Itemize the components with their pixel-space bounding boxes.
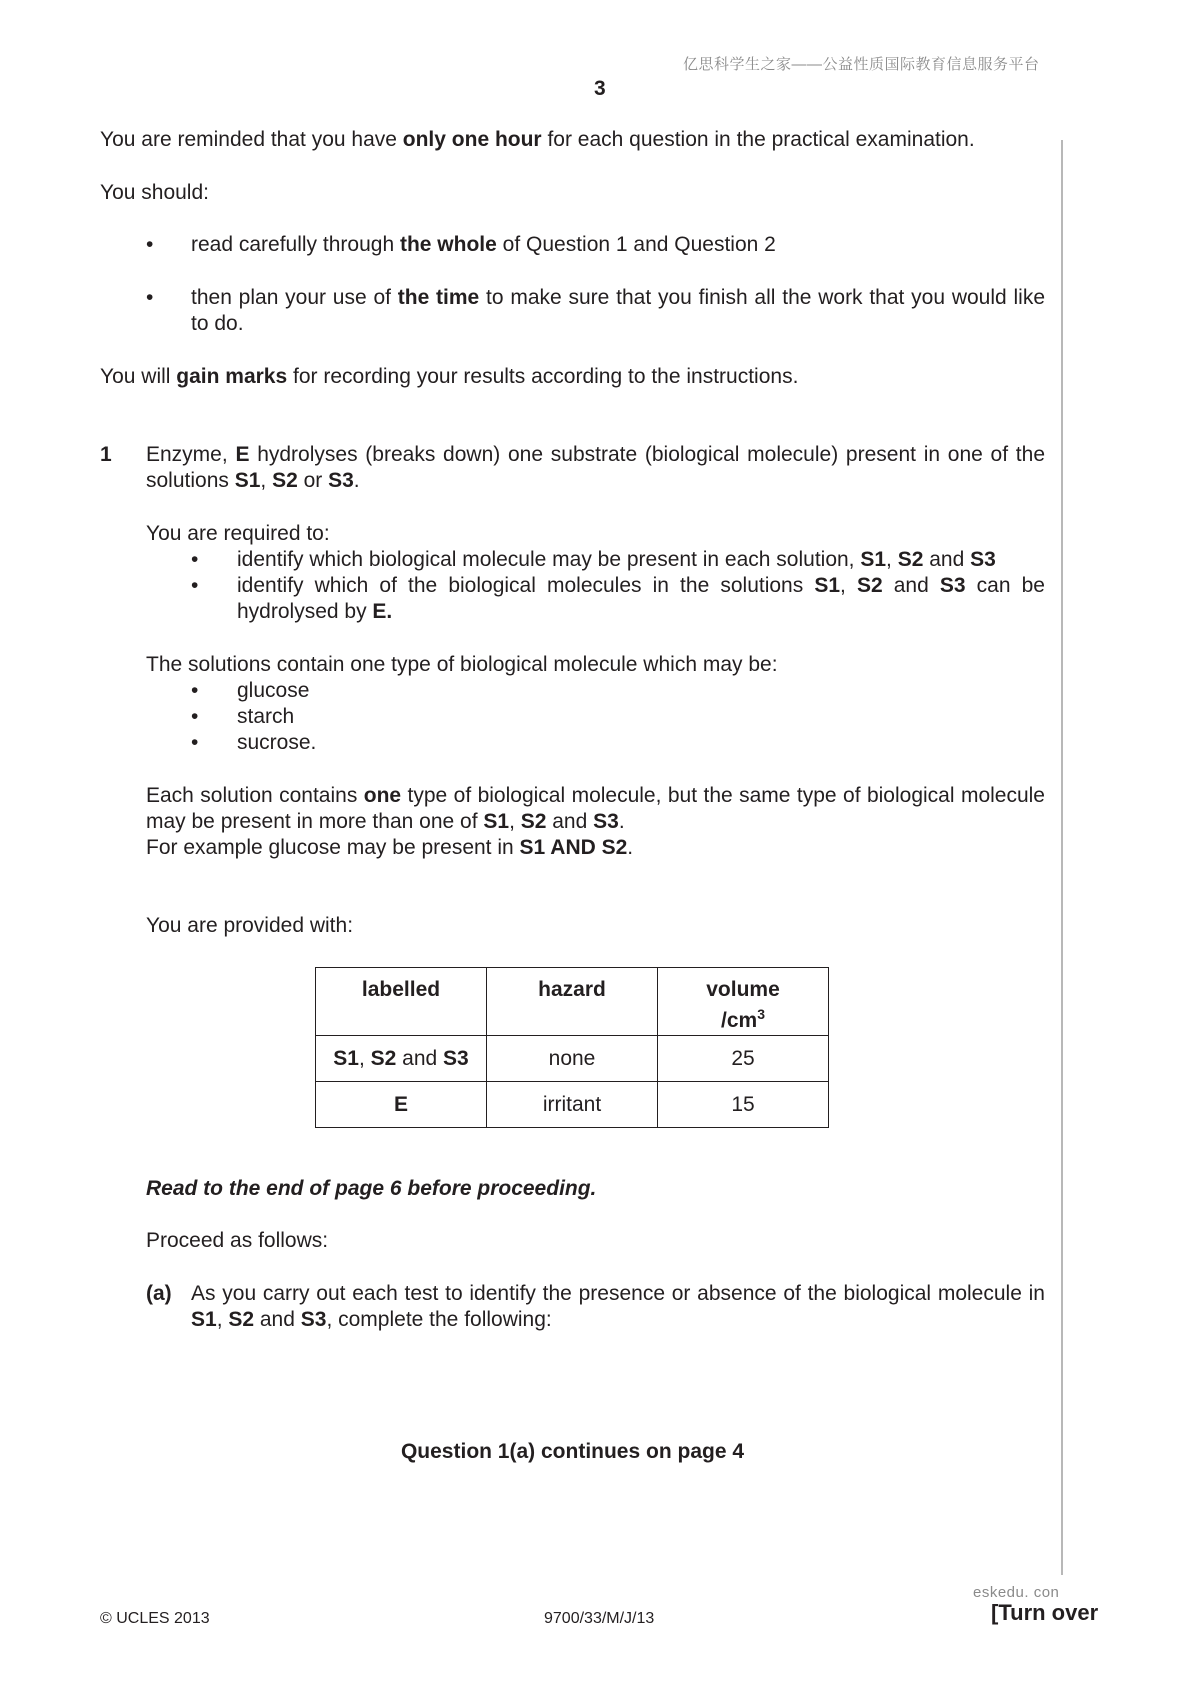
margin-line [1061, 140, 1063, 1575]
materials-table [315, 967, 829, 1128]
paper-code: 9700/33/M/J/13 [544, 1610, 655, 1627]
cell-hazard: irritant [487, 1082, 658, 1128]
table-row [316, 1036, 829, 1082]
bullet-read-whole: read carefully through the whole of Question 1 and Question 2 [191, 233, 776, 256]
cell-hazard: none [487, 1036, 658, 1082]
header-volume: volume $/cm^3$ [658, 968, 829, 1036]
bullet-icon: • [191, 574, 199, 597]
gain-marks-text: You will gain marks for recording your results according to the instructions. [100, 365, 799, 388]
molecule-item: sucrose. [237, 731, 317, 754]
bullet-icon: • [191, 731, 199, 754]
question-stem: Enzyme, E hydrolyses (breaks down) one substrate (biological molecule) present in one of the solutions S1, S2 or S3. [146, 443, 1046, 492]
reminder-text: You are reminded that you have only one hour for each question in the practical examination. [100, 128, 975, 151]
molecule-item: glucose [237, 679, 310, 702]
header-hazard: hazard [487, 968, 658, 1036]
required-text: You are required to: [146, 522, 330, 545]
turn-over: [Turn over [991, 1600, 1099, 1625]
header-labelled: labelled [316, 968, 487, 1036]
question-number: 1 [100, 443, 112, 466]
table-header-row [316, 968, 829, 1036]
read-to-end-instruction: Read to the end of page 6 before proceeding. [146, 1177, 597, 1200]
cell-labelled: E [316, 1082, 487, 1128]
table-row [316, 1082, 829, 1128]
example-text: For example glucose may be present in S1 AND S2. [146, 836, 634, 859]
cell-volume: 15 [658, 1082, 829, 1128]
each-solution-text: Each solution contains one type of biological molecule, but the same type of biological molecule may be present in more than one of S1, S2 and S3. [146, 784, 1045, 833]
part-a-label: (a) [146, 1282, 172, 1305]
requirement-identify-molecule: identify which biological molecule may be present in each solution, S1, S2 and S3 [237, 548, 996, 571]
bullet-plan-time: then plan your use of the time to make sure that you finish all the work that you would like to do. [191, 286, 1045, 335]
solutions-contain-text: The solutions contain one type of biological molecule which may be: [146, 653, 778, 676]
part-a-text: As you carry out each test to identify the presence or absence of the biological molecule in S1, S2 and S3, complete the following: [191, 1282, 1045, 1331]
continues-note: Question 1(a) continues on page 4 [400, 1440, 745, 1463]
bullet-icon: • [191, 705, 199, 728]
requirement-identify-hydrolysed: identify which of the biological molecules in the solutions S1, S2 and S3 can be hydrolysed by E. [237, 574, 1045, 623]
page-number: 3 [594, 77, 606, 100]
bullet-icon: • [191, 679, 199, 702]
copyright: © UCLES 2013 [100, 1610, 210, 1627]
cell-labelled: S1, S2 and S3 [316, 1036, 487, 1082]
bullet-icon: • [191, 548, 199, 571]
watermark-footer: eskedu. con [973, 1584, 1060, 1601]
bullet-icon: • [146, 233, 154, 256]
cell-volume: 25 [658, 1036, 829, 1082]
molecule-item: starch [237, 705, 295, 728]
bullet-icon: • [146, 286, 154, 309]
proceed-text: Proceed as follows: [146, 1229, 329, 1252]
provided-text: You are provided with: [146, 914, 354, 937]
you-should-text: You should: [100, 181, 209, 204]
watermark-header: 亿思科学生之家——公益性质国际教育信息服务平台 [683, 56, 1040, 73]
